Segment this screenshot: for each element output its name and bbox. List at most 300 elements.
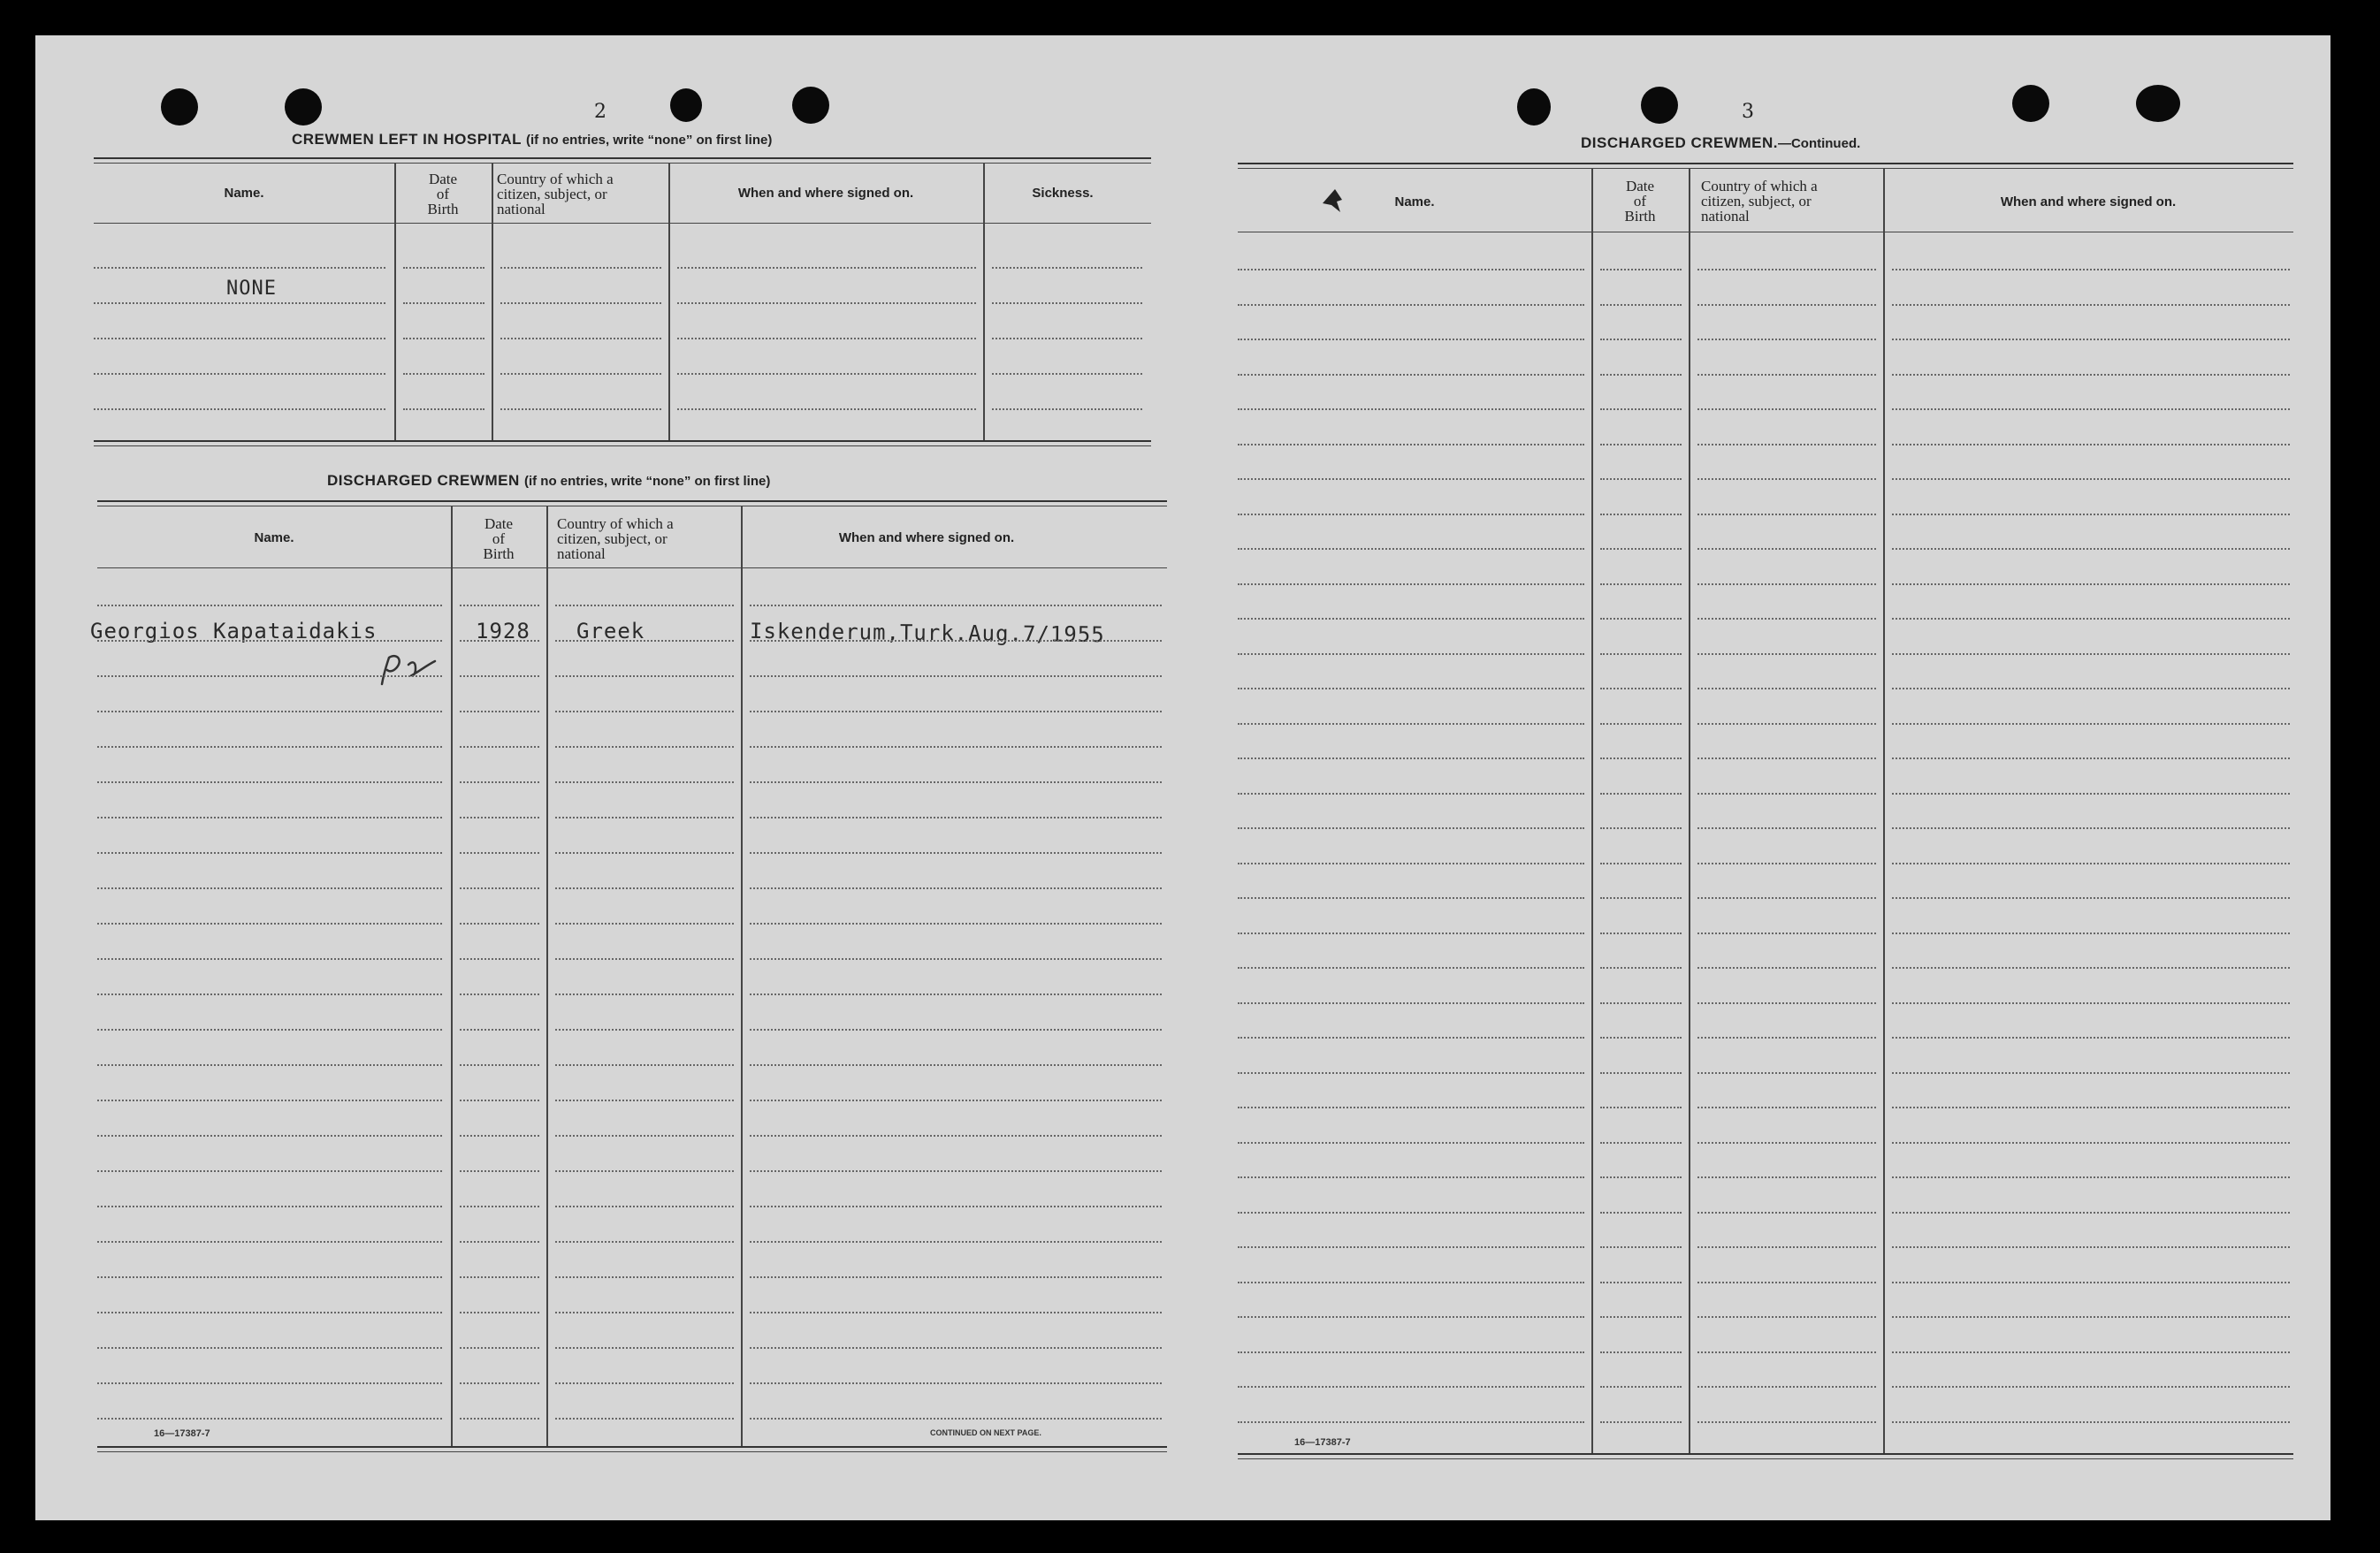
ruled-line: [750, 887, 1162, 889]
ruled-line: [1892, 1282, 2290, 1283]
ruled-line: [1238, 269, 1584, 270]
ruled-line: [1892, 723, 2290, 725]
ruled-line: [750, 1064, 1162, 1066]
ruled-line: [460, 1064, 539, 1066]
ruled-line: [500, 302, 661, 304]
ruled-line: [1697, 374, 1876, 376]
ruled-line: [555, 1347, 734, 1349]
ruled-line: [1238, 548, 1584, 550]
ruled-line: [97, 640, 442, 642]
ruled-line: [1892, 514, 2290, 515]
ruled-line: [97, 1312, 442, 1313]
ruled-line: [1238, 1072, 1584, 1074]
ruled-line: [460, 711, 539, 712]
table-top-rule: [94, 157, 1151, 159]
ruled-line: [1600, 1316, 1682, 1318]
ruled-line: [1238, 863, 1584, 864]
ruled-line: [1892, 1037, 2290, 1039]
handwritten-initials: [373, 649, 462, 693]
ruled-line: [1600, 269, 1682, 270]
ruled-line: [992, 408, 1142, 410]
column-divider: [668, 163, 670, 440]
column-divider: [1883, 168, 1885, 1453]
ruled-line: [555, 1206, 734, 1207]
punch-hole: [1641, 87, 1678, 124]
discharged-title-text: DISCHARGED CREWMEN: [327, 472, 520, 489]
ruled-line: [1697, 897, 1876, 899]
continued-note: CONTINUED ON NEXT PAGE.: [930, 1428, 1041, 1437]
continued-title-text: DISCHARGED CREWMEN.: [1581, 134, 1778, 151]
document-sheet: [35, 35, 2330, 1520]
table-bottom-rule: [1238, 1453, 2293, 1455]
ruled-line: [555, 1241, 734, 1243]
header-name: Name.: [1394, 194, 1435, 209]
ruled-line: [555, 1135, 734, 1137]
ruled-line: [1697, 1386, 1876, 1388]
ruled-line: [1600, 514, 1682, 515]
ruled-line: [1600, 1002, 1682, 1004]
ruled-line: [1238, 304, 1584, 306]
ruled-line: [1697, 1246, 1876, 1248]
ruled-line: [1238, 1282, 1584, 1283]
ruled-line: [555, 1029, 734, 1031]
ruled-line: [97, 817, 442, 818]
ruled-line: [1600, 1386, 1682, 1388]
ruled-line: [750, 852, 1162, 854]
ruled-line: [1892, 897, 2290, 899]
ruled-line: [94, 338, 385, 339]
ruled-line: [1892, 478, 2290, 480]
ruled-line: [1697, 583, 1876, 585]
ruled-line: [1238, 1246, 1584, 1248]
ruled-line: [555, 675, 734, 677]
ruled-line: [750, 1241, 1162, 1243]
ruled-line: [750, 958, 1162, 960]
ruled-line: [1892, 548, 2290, 550]
discharged-table-left: [90, 500, 1167, 1455]
ruled-line: [1600, 967, 1682, 969]
ruled-line: [1238, 444, 1584, 445]
ruled-line: [460, 781, 539, 783]
ruled-line: [677, 408, 976, 410]
ruled-line: [1600, 1351, 1682, 1353]
ruled-line: [460, 1312, 539, 1313]
ruled-line: [1600, 1421, 1682, 1423]
ruled-line: [1600, 1246, 1682, 1248]
ruled-line: [1697, 793, 1876, 795]
ruled-line: [750, 1029, 1162, 1031]
ruled-line: [1600, 1142, 1682, 1144]
ruled-line: [555, 605, 734, 606]
ruled-line: [1697, 478, 1876, 480]
ruled-line: [460, 1276, 539, 1278]
ruled-line: [1600, 1282, 1682, 1283]
discharged-continued-title: [1581, 134, 1860, 152]
ruled-line: [97, 887, 442, 889]
ruled-line: [1892, 933, 2290, 934]
table-bottom-rule-2: [97, 1451, 1167, 1452]
ruled-line: [500, 373, 661, 375]
ruled-line: [94, 302, 385, 304]
ruled-line: [1238, 514, 1584, 515]
ruled-line: [1697, 933, 1876, 934]
header-name: Name.: [224, 186, 264, 201]
ruled-line: [555, 1064, 734, 1066]
ruled-line: [97, 1135, 442, 1137]
ruled-line: [555, 923, 734, 925]
ruled-line: [1600, 478, 1682, 480]
ruled-line: [992, 373, 1142, 375]
punch-hole: [2012, 85, 2049, 122]
ruled-line: [1892, 1351, 2290, 1353]
ruled-line: [500, 408, 661, 410]
ruled-line: [1892, 1421, 2290, 1423]
ruled-line: [460, 1029, 539, 1031]
crewman-date-of-birth: 1928: [476, 619, 530, 643]
ruled-line: [750, 923, 1162, 925]
ruled-line: [97, 852, 442, 854]
ruled-line: [1238, 688, 1584, 689]
header-signed-on: When and where signed on.: [737, 186, 914, 201]
ruled-line: [1238, 408, 1584, 410]
table-top-rule: [97, 500, 1167, 502]
ruled-line: [1238, 339, 1584, 340]
hospital-table: [94, 157, 1151, 449]
ruled-line: [1238, 1142, 1584, 1144]
column-divider: [983, 163, 985, 440]
ruled-line: [1600, 757, 1682, 759]
ruled-line: [460, 817, 539, 818]
header-signed-on: When and where signed on.: [2000, 194, 2177, 209]
punch-hole: [792, 87, 829, 124]
ruled-line: [1600, 793, 1682, 795]
column-divider: [1591, 168, 1593, 1453]
ruled-line: [460, 852, 539, 854]
ruled-line: [750, 605, 1162, 606]
ruled-line: [97, 675, 442, 677]
ruled-line: [1892, 618, 2290, 620]
ruled-line: [500, 267, 661, 269]
ruled-line: [97, 1064, 442, 1066]
ruled-line: [1238, 653, 1584, 655]
ruled-line: [97, 993, 442, 995]
ruled-line: [1697, 863, 1876, 864]
crewman-country: Greek: [576, 619, 645, 643]
ruled-line: [1697, 1037, 1876, 1039]
ruled-line: [1238, 933, 1584, 934]
ruled-line: [555, 1170, 734, 1172]
ruled-line: [97, 711, 442, 712]
ruled-line: [1600, 583, 1682, 585]
ruled-line: [460, 1241, 539, 1243]
ruled-line: [1238, 1316, 1584, 1318]
table-top-rule-2: [1238, 168, 2293, 169]
ruled-line: [1697, 269, 1876, 270]
header-sickness: Sickness.: [1032, 186, 1094, 201]
ruled-line: [1600, 933, 1682, 934]
ruled-line: [1600, 1072, 1682, 1074]
ruled-line: [1697, 444, 1876, 445]
ruled-line: [1238, 967, 1584, 969]
ruled-line: [460, 1206, 539, 1207]
ruled-line: [460, 605, 539, 606]
ruled-line: [1238, 478, 1584, 480]
header-date-of-birth: Date of Birth: [483, 515, 515, 562]
ruled-line: [1697, 304, 1876, 306]
ruled-line: [1892, 1386, 2290, 1388]
ruled-line: [1892, 863, 2290, 864]
ruled-line: [1892, 1316, 2290, 1318]
header-country: Country of which a citizen, subject, or national: [557, 515, 674, 562]
ruled-line: [1697, 1107, 1876, 1108]
ruled-line: [1697, 827, 1876, 829]
ruled-line: [1238, 897, 1584, 899]
ruled-line: [1238, 793, 1584, 795]
column-divider: [492, 163, 493, 440]
ruled-line: [1600, 897, 1682, 899]
column-divider: [741, 506, 743, 1446]
ruled-line: [555, 1100, 734, 1101]
ruled-line: [555, 711, 734, 712]
column-divider: [451, 506, 453, 1446]
table-bottom-rule: [97, 1446, 1167, 1448]
ruled-line: [1600, 618, 1682, 620]
ruled-line: [460, 887, 539, 889]
ruled-line: [1697, 1176, 1876, 1178]
ruled-line: [97, 958, 442, 960]
ruled-line: [1892, 1107, 2290, 1108]
page-number: 2: [594, 101, 606, 123]
ruled-line: [1892, 827, 2290, 829]
ruled-line: [1892, 304, 2290, 306]
ruled-line: [1697, 1002, 1876, 1004]
ruled-line: [750, 1418, 1162, 1420]
ruled-line: [1600, 723, 1682, 725]
ruled-line: [1892, 793, 2290, 795]
ruled-line: [1600, 1176, 1682, 1178]
ruled-line: [1238, 583, 1584, 585]
ruled-line: [1600, 444, 1682, 445]
ruled-line: [1600, 408, 1682, 410]
punch-hole: [285, 88, 322, 126]
ruled-line: [1600, 1107, 1682, 1108]
ruled-line: [97, 1206, 442, 1207]
ruled-line: [1600, 688, 1682, 689]
form-number: 16—17387-7: [154, 1428, 210, 1439]
column-divider: [546, 506, 548, 1446]
ruled-line: [750, 1135, 1162, 1137]
ruled-line: [1892, 1072, 2290, 1074]
ruled-line: [403, 373, 484, 375]
ruled-line: [460, 1135, 539, 1137]
header-country: Country of which a citizen, subject, or national: [1701, 178, 1818, 225]
ruled-line: [1697, 1212, 1876, 1214]
ruled-line: [1238, 1351, 1584, 1353]
ruled-line: [97, 1382, 442, 1384]
ruled-line: [1892, 374, 2290, 376]
ruled-line: [1697, 1072, 1876, 1074]
ruled-line: [403, 408, 484, 410]
ruled-line: [1697, 653, 1876, 655]
ruled-line: [1892, 269, 2290, 270]
ruled-line: [555, 958, 734, 960]
ruled-line: [992, 338, 1142, 339]
ruled-line: [97, 1347, 442, 1349]
ruled-line: [460, 1418, 539, 1420]
ruled-line: [460, 1382, 539, 1384]
ruled-line: [1697, 1142, 1876, 1144]
ruled-line: [403, 338, 484, 339]
ruled-line: [97, 923, 442, 925]
ruled-line: [1600, 339, 1682, 340]
crewman-name: Georgios Kapataidakis: [90, 619, 378, 643]
ruled-line: [1238, 1037, 1584, 1039]
ruled-line: [1697, 688, 1876, 689]
header-name: Name.: [254, 530, 294, 545]
ruled-line: [750, 781, 1162, 783]
ruled-line: [1892, 757, 2290, 759]
ruled-line: [1238, 723, 1584, 725]
header-bottom-rule: [94, 223, 1151, 224]
ruled-line: [1892, 339, 2290, 340]
hospital-entry-name: NONE: [226, 278, 277, 300]
ruled-line: [460, 1170, 539, 1172]
ruled-line: [1892, 583, 2290, 585]
ruled-line: [1892, 688, 2290, 689]
continued-title-suffix: —Continued.: [1777, 136, 1861, 151]
header-country: Country of which a citizen, subject, or national: [497, 171, 614, 217]
ruled-line: [1600, 1212, 1682, 1214]
hospital-section-title: [292, 131, 772, 148]
ruled-line: [97, 1029, 442, 1031]
ruled-line: [97, 1241, 442, 1243]
hospital-title-text: CREWMEN LEFT IN HOSPITAL: [292, 131, 522, 148]
hospital-title-note: (if no entries, write “none” on first line): [526, 133, 773, 148]
discharged-table-right: [1238, 163, 2293, 1462]
ruled-line: [460, 675, 539, 677]
ruled-line: [1892, 1246, 2290, 1248]
header-bottom-rule: [97, 567, 1167, 568]
header-date-of-birth: Date of Birth: [427, 171, 459, 217]
ruled-line: [1892, 967, 2290, 969]
ruled-line: [403, 267, 484, 269]
ruled-line: [555, 1418, 734, 1420]
table-top-rule: [1238, 163, 2293, 164]
ruled-line: [1600, 374, 1682, 376]
punch-hole: [670, 88, 702, 122]
ruled-line: [750, 1312, 1162, 1313]
ruled-line: [1600, 304, 1682, 306]
ruled-line: [1238, 1176, 1584, 1178]
ruled-line: [750, 1382, 1162, 1384]
discharged-title-note: (if no entries, write “none” on first line): [523, 474, 771, 489]
ruled-line: [750, 746, 1162, 748]
ruled-line: [97, 746, 442, 748]
ruled-line: [750, 1170, 1162, 1172]
ruled-line: [750, 675, 1162, 677]
ruled-line: [555, 1312, 734, 1313]
ruled-line: [1697, 1282, 1876, 1283]
ruled-line: [750, 1347, 1162, 1349]
ruled-line: [1892, 1142, 2290, 1144]
ruled-line: [460, 923, 539, 925]
ruled-line: [1892, 1002, 2290, 1004]
ruled-line: [1238, 827, 1584, 829]
table-bottom-rule: [94, 440, 1151, 442]
ruled-line: [1238, 757, 1584, 759]
ruled-line: [1697, 757, 1876, 759]
ruled-line: [403, 302, 484, 304]
ruled-line: [1892, 1212, 2290, 1214]
ruled-line: [97, 605, 442, 606]
ruled-line: [1238, 618, 1584, 620]
ruled-line: [97, 1100, 442, 1101]
ruled-line: [677, 373, 976, 375]
ruled-line: [1697, 1316, 1876, 1318]
ruled-line: [1238, 374, 1584, 376]
ruled-line: [1892, 408, 2290, 410]
ruled-line: [460, 1100, 539, 1101]
header-date-of-birth: Date of Birth: [1624, 178, 1656, 225]
ruled-line: [1892, 653, 2290, 655]
ruled-line: [677, 302, 976, 304]
ruled-line: [1697, 723, 1876, 725]
ruled-line: [555, 640, 734, 642]
ruled-line: [1600, 827, 1682, 829]
ruled-line: [750, 817, 1162, 818]
ruled-line: [555, 746, 734, 748]
ruled-line: [750, 1206, 1162, 1207]
ruled-line: [555, 781, 734, 783]
ruled-line: [1600, 653, 1682, 655]
column-divider: [1689, 168, 1690, 1453]
ruled-line: [1238, 1212, 1584, 1214]
ruled-line: [1238, 1107, 1584, 1108]
ruled-line: [97, 1276, 442, 1278]
ruled-line: [97, 1418, 442, 1420]
ruled-line: [555, 1276, 734, 1278]
ruled-line: [750, 640, 1162, 642]
punch-hole: [161, 88, 198, 126]
ruled-line: [94, 408, 385, 410]
ruled-line: [460, 993, 539, 995]
ruled-line: [750, 711, 1162, 712]
ruled-line: [97, 781, 442, 783]
ruled-line: [460, 746, 539, 748]
crewman-signed-on: Iskenderum,Turk.Aug.7/1955: [749, 618, 1105, 648]
ruled-line: [1697, 548, 1876, 550]
ruled-line: [1697, 514, 1876, 515]
ruled-line: [750, 1276, 1162, 1278]
discharged-section-title: [327, 472, 770, 490]
form-number: 16—17387-7: [1294, 1437, 1351, 1448]
ruled-line: [1238, 1002, 1584, 1004]
ruled-line: [460, 1347, 539, 1349]
table-bottom-rule-2: [1238, 1458, 2293, 1459]
ruled-line: [1600, 863, 1682, 864]
ruled-line: [555, 887, 734, 889]
ruled-line: [677, 267, 976, 269]
ruled-line: [1697, 618, 1876, 620]
table-bottom-rule-2: [94, 445, 1151, 446]
ruled-line: [460, 958, 539, 960]
ruled-line: [460, 640, 539, 642]
table-top-rule-2: [94, 163, 1151, 164]
ruled-line: [1697, 408, 1876, 410]
ruled-line: [992, 267, 1142, 269]
ruled-line: [1697, 1421, 1876, 1423]
ruled-line: [1892, 1176, 2290, 1178]
